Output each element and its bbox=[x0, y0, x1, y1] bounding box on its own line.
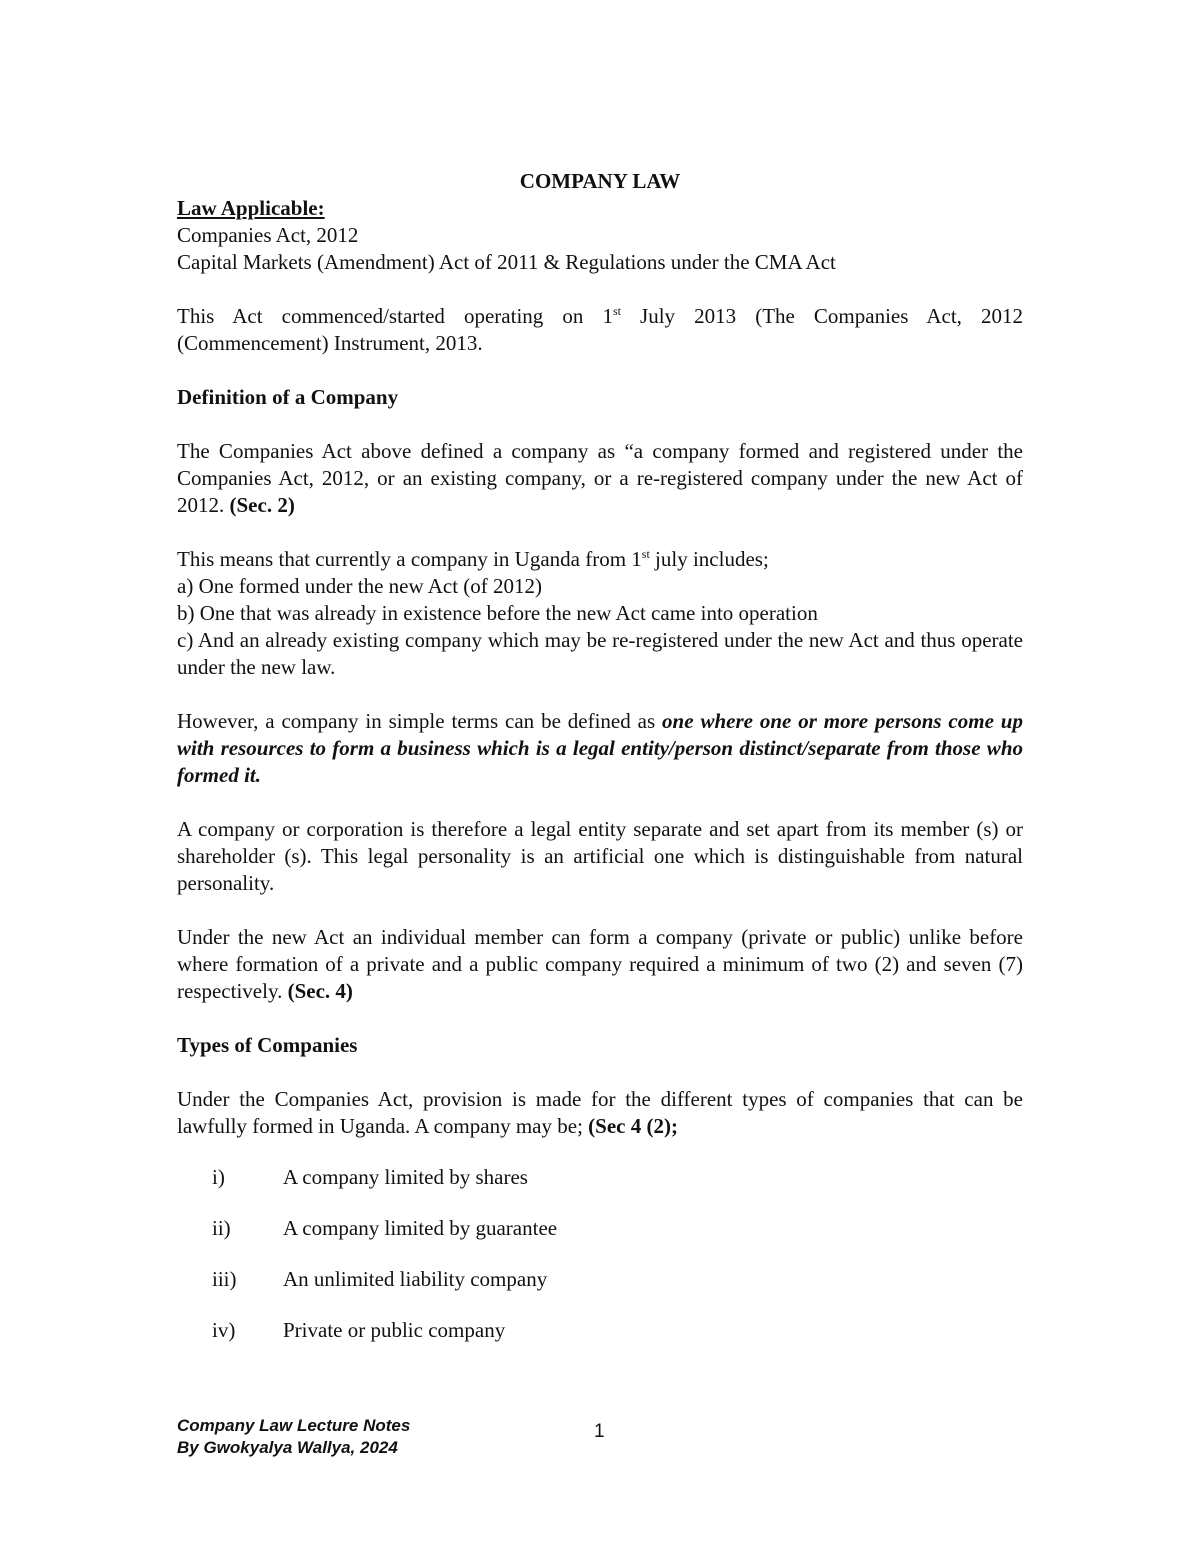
list-item-text: Private or public company bbox=[283, 1318, 506, 1342]
section-ref: (Sec. 2) bbox=[229, 493, 295, 517]
section-ref: (Sec 4 (2); bbox=[588, 1114, 678, 1138]
list-item-number: iii) bbox=[212, 1267, 237, 1291]
document-title: COMPANY LAW bbox=[519, 169, 681, 193]
types-intro-paragraph: Under the Companies Act, provision is made for the different types of companies that can be lawfully formed in Uganda. A company may be; (Sec 4 (2); bbox=[177, 1087, 1023, 1138]
individual-member-paragraph: Under the new Act an individual member can form a company (private or public) unlike before where formation of a private and a public company required a minimum of two (2) and seven (7) respectively. (Sec. 4) bbox=[177, 925, 1023, 1003]
page-number: 1 bbox=[594, 1421, 605, 1442]
law-applicable-heading: Law Applicable: bbox=[177, 196, 325, 220]
includes-point-a: a) One formed under the new Act (of 2012) bbox=[177, 574, 543, 598]
list-item-number: i) bbox=[212, 1165, 225, 1189]
footer-course-title: Company Law Lecture Notes bbox=[177, 1416, 411, 1435]
list-item bbox=[177, 1164, 1023, 1191]
law-line-capital-markets: Capital Markets (Amendment) Act of 2011 & Regulations under the CMA Act bbox=[177, 250, 836, 274]
definition-heading: Definition of a Company bbox=[177, 385, 399, 409]
list-item-text: A company limited by shares bbox=[283, 1165, 528, 1189]
emphasized-definition: one where one or more persons come up with resources to form a business which is a legal entity/person distinct/separate from those who formed it. bbox=[177, 709, 1023, 787]
section-ref: (Sec. 4) bbox=[287, 979, 353, 1003]
includes-point-b: b) One that was already in existence before the new Act came into operation bbox=[177, 601, 818, 625]
definition-paragraph: The Companies Act above defined a company as “a company formed and registered under the Companies Act, 2012, or an existing company, or a re-registered company under the new Act of 2012. (Sec. 2) bbox=[177, 439, 1023, 517]
includes-paragraph: This means that currently a company in Uganda from 1st july includes; bbox=[177, 547, 769, 571]
list-item-text: A company limited by guarantee bbox=[283, 1216, 558, 1240]
footer-credits bbox=[177, 1415, 410, 1459]
law-line-companies-act: Companies Act, 2012 bbox=[177, 223, 359, 247]
list-item-number: iv) bbox=[212, 1318, 236, 1342]
commencement-paragraph: This Act commenced/started operating on 1st July 2013 (The Companies Act, 2012 (Commencement) Instrument, 2013. bbox=[177, 304, 1023, 355]
page-content bbox=[177, 168, 1023, 1344]
simple-definition-paragraph: However, a company in simple terms can be defined as one where one or more persons come up with resources to form a business which is a legal entity/person distinct/separate from those who formed it. bbox=[177, 709, 1023, 787]
list-item bbox=[177, 1266, 1023, 1293]
list-item-number: ii) bbox=[212, 1216, 231, 1240]
types-heading: Types of Companies bbox=[177, 1033, 358, 1057]
list-item bbox=[177, 1317, 1023, 1344]
includes-point-c: c) And an already existing company which may be re-registered under the new Act and thus operate under the new law. bbox=[177, 628, 1023, 679]
footer-author: By Gwokyalya Wallya, 2024 bbox=[177, 1438, 398, 1457]
list-item-text: An unlimited liability company bbox=[283, 1267, 548, 1291]
legal-entity-paragraph: A company or corporation is therefore a legal entity separate and set apart from its member (s) or shareholder (s). This legal personality is an artificial one which is distinguishable from natural personality. bbox=[177, 817, 1023, 895]
list-item bbox=[177, 1215, 1023, 1242]
